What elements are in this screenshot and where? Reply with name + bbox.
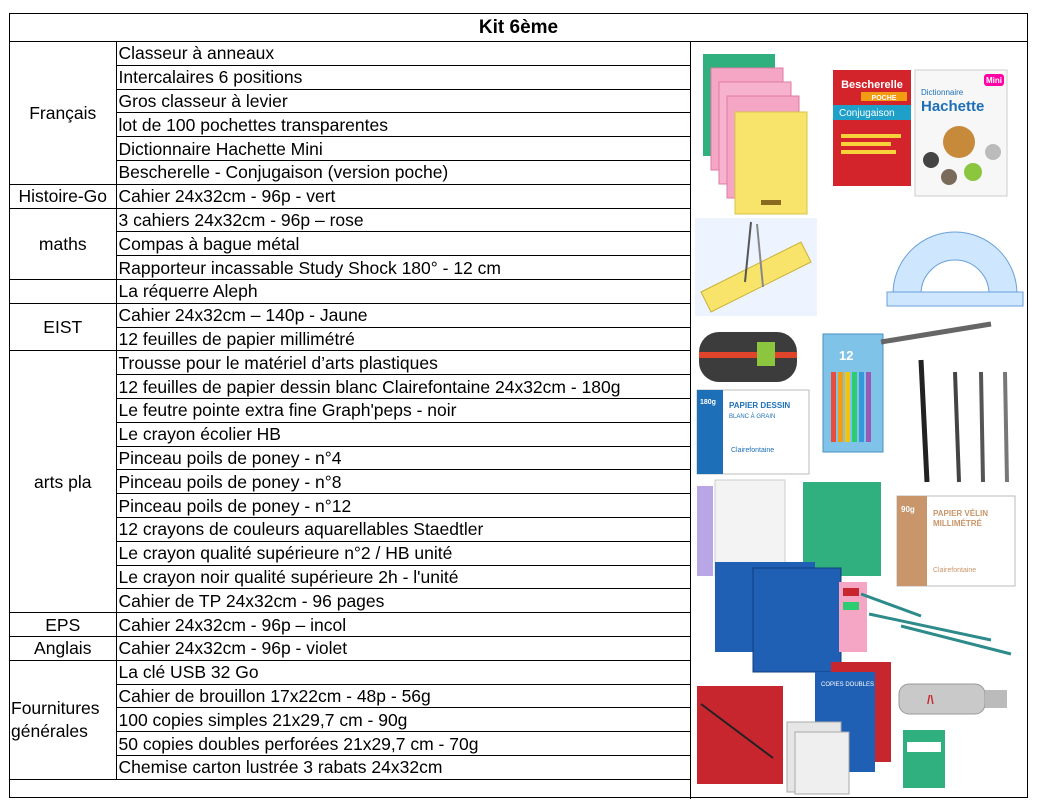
- table-row: [10, 184, 690, 208]
- red-folder-image: [697, 686, 783, 784]
- hachette-dictionary-image: [915, 70, 1007, 196]
- supply-item: Dictionnaire Hachette Mini: [116, 137, 690, 161]
- compass-ruler-image: [695, 218, 817, 316]
- supply-item: Classeur à anneaux: [116, 42, 690, 65]
- subject-label-line: Fournitures: [11, 697, 100, 718]
- dictionary-title-2: Hachette: [921, 98, 985, 115]
- table-row: [10, 636, 690, 660]
- table-row: [10, 613, 690, 637]
- colour-pencils-image: [823, 334, 883, 452]
- double-sheets-label: COPIES DOUBLES: [821, 682, 875, 688]
- supply-item: Le feutre pointe extra fine Graph'peps - noir: [116, 398, 690, 422]
- binders-image: [697, 480, 881, 672]
- supply-item: Le crayon écolier HB: [116, 422, 690, 446]
- supply-item: Pinceau poils de poney - n°4: [116, 446, 690, 470]
- drawing-paper-image: [697, 390, 809, 474]
- supply-item: 12 feuilles de papier millimétré: [116, 327, 690, 351]
- bescherelle-brand: Bescherelle: [841, 79, 903, 91]
- supply-item: Cahier 24x32cm - 96p - violet: [116, 636, 690, 660]
- usb-key-image: [899, 684, 1007, 714]
- svg-text:/\: /\: [927, 693, 934, 707]
- subject-cell-arts-pla: arts pla: [10, 351, 116, 613]
- table-row: [10, 660, 690, 684]
- supply-item: Chemise carton lustrée 3 rabats 24x32cm: [116, 755, 690, 779]
- supply-item: Pinceau poils de poney - n°12: [116, 494, 690, 518]
- dictionary-title-1: Dictionnaire: [921, 88, 964, 97]
- graph-paper-image: [897, 496, 1015, 586]
- table-row: [10, 303, 690, 327]
- drawing-paper-title-2: BLANC À GRAIN: [729, 414, 776, 420]
- supply-item: Le crayon noir qualité supérieure 2h - l'unité: [116, 565, 690, 589]
- supply-item: Cahier 24x32cm – 140p - Jaune: [116, 303, 690, 327]
- supply-item: 50 copies doubles perforées 21x29,7 cm - 70g: [116, 732, 690, 756]
- bescherelle-edition: POCHE: [871, 95, 897, 102]
- supply-item: lot de 100 pochettes transparentes: [116, 113, 690, 137]
- supply-item: La clé USB 32 Go: [116, 660, 690, 684]
- kit-title: Kit 6ème: [10, 14, 1027, 42]
- compass-and-pens-image: [881, 324, 1007, 482]
- supply-item: Cahier 24x32cm - 96p – incol: [116, 613, 690, 637]
- drawing-paper-brand: Clairefontaine: [731, 447, 775, 454]
- table-row: [10, 351, 690, 375]
- protractor-image: [887, 232, 1023, 306]
- supply-item: Cahier de brouillon 17x22cm - 48p - 56g: [116, 684, 690, 708]
- supply-list-sheet: [9, 13, 1028, 798]
- subject-cell-histoire-go: Histoire-Go: [10, 184, 116, 208]
- supply-item: Le crayon qualité supérieure n°2 / HB unité: [116, 541, 690, 565]
- supply-item: Rapporteur incassable Study Shock 180° - 12 cm: [116, 256, 690, 280]
- table-row: [10, 42, 690, 65]
- bescherelle-subject: Conjugaison: [839, 108, 895, 119]
- paintbrushes-image: [861, 594, 1011, 654]
- supply-item: Intercalaires 6 positions: [116, 65, 690, 89]
- graph-paper-brand: Clairefontaine: [933, 567, 977, 574]
- graph-paper-weight: 90g: [901, 505, 915, 514]
- plastic-sleeves-image: [787, 722, 849, 794]
- supply-item: Gros classeur à levier: [116, 89, 690, 113]
- supply-item: 12 crayons de couleurs aquarellables Staedtler: [116, 517, 690, 541]
- drawing-paper-weight: 180g: [700, 399, 716, 406]
- subject-cell-maths: maths: [10, 208, 116, 279]
- draft-notebook-image: [903, 730, 945, 788]
- supply-table: [10, 42, 691, 780]
- graph-paper-title-1: PAPIER VÉLIN: [933, 509, 988, 518]
- supply-item: 100 copies simples 21x29,7 cm - 90g: [116, 708, 690, 732]
- subject-cell-blank: [10, 279, 116, 303]
- subject-cell-fournitures-generales: [10, 660, 116, 779]
- pencil-case-image: [699, 332, 797, 382]
- dictionary-badge: Mini: [986, 76, 1002, 85]
- supply-item: Cahier 24x32cm - 96p - vert: [116, 184, 690, 208]
- supply-item: Compas à bague métal: [116, 232, 690, 256]
- subject-cell-eps: EPS: [10, 613, 116, 637]
- subject-cell-anglais: Anglais: [10, 636, 116, 660]
- table-row: [10, 279, 690, 303]
- graph-paper-title-2: MILLIMÉTRÉ: [933, 519, 982, 528]
- notebooks-stack-image: [703, 54, 807, 214]
- supply-item: Cahier de TP 24x32cm - 96 pages: [116, 589, 690, 613]
- table-row: [10, 208, 690, 232]
- drawing-paper-title-1: PAPIER DESSIN: [729, 401, 791, 410]
- supply-item: 12 feuilles de papier dessin blanc Clairefontaine 24x32cm - 180g: [116, 375, 690, 399]
- supply-item: La réquerre Aleph: [116, 279, 690, 303]
- bescherelle-book-image: [833, 70, 911, 186]
- subject-cell-francais: Français: [10, 42, 116, 184]
- supply-item: Pinceau poils de poney - n°8: [116, 470, 690, 494]
- product-images-panel: [690, 42, 1029, 799]
- supply-item: Bescherelle - Conjugaison (version poche): [116, 160, 690, 184]
- supply-item: Trousse pour le matériel d’arts plastiques: [116, 351, 690, 375]
- colour-pencils-count: 12: [839, 348, 854, 363]
- product-collage: [691, 42, 1029, 799]
- supply-item: 3 cahiers 24x32cm - 96p – rose: [116, 208, 690, 232]
- subject-label-line: générales: [11, 720, 88, 741]
- subject-cell-eist: EIST: [10, 303, 116, 351]
